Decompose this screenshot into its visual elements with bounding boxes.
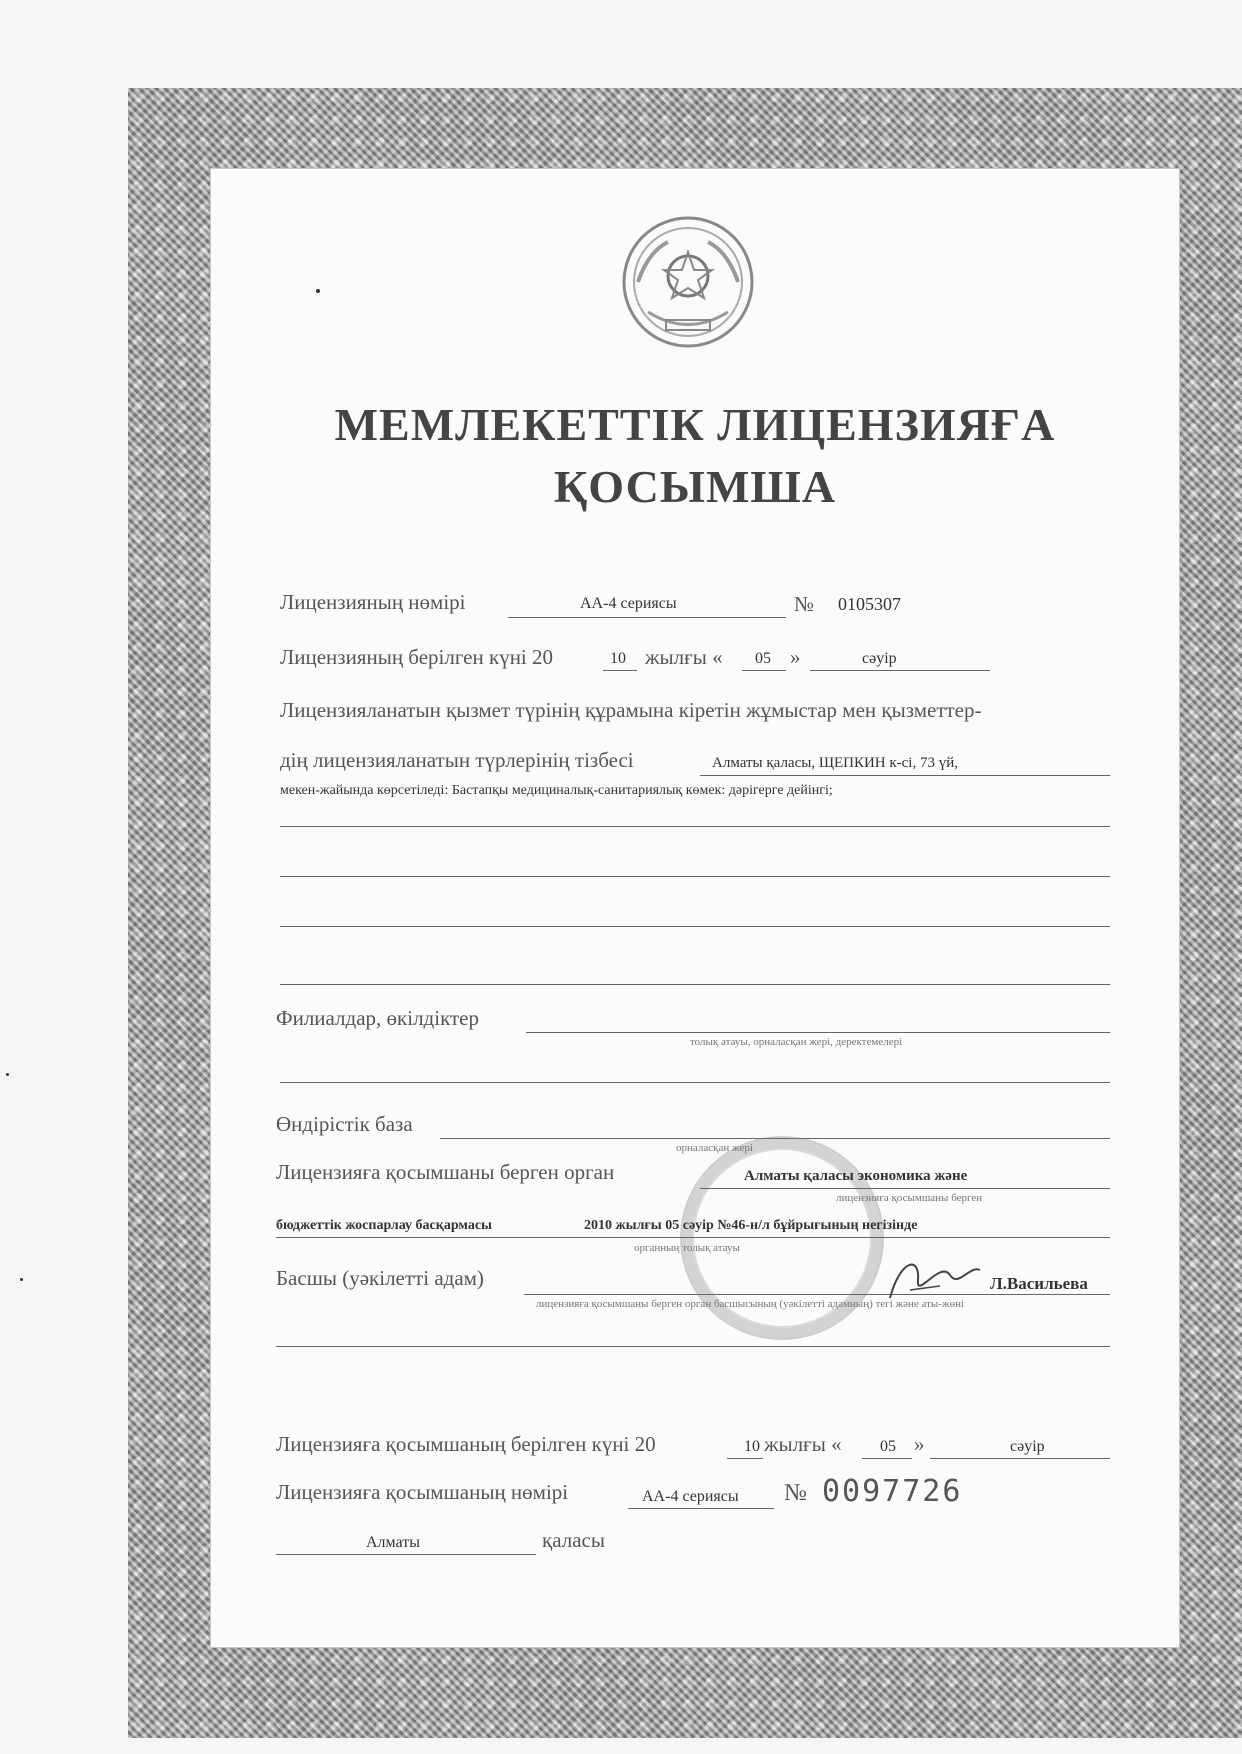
scan-speck xyxy=(316,289,320,293)
issuing-body-caption2: органның толық атауы xyxy=(634,1242,740,1254)
annex-number-sign: № xyxy=(784,1480,807,1506)
branches-label: Филиалдар, өкілдіктер xyxy=(276,1006,479,1030)
issue-day: 05 xyxy=(755,650,771,667)
field-underline xyxy=(700,1188,1110,1189)
issue-date-label: Лицензияның берілген күні 20 xyxy=(280,645,554,669)
field-underline xyxy=(508,617,786,618)
annex-series: АА-4 сериясы xyxy=(642,1488,739,1505)
field-underline xyxy=(603,670,637,671)
day-close: » xyxy=(790,645,801,669)
license-number-label: Лицензияның нөмірі xyxy=(280,590,466,614)
title-line-2: ҚОСЫМША xyxy=(553,461,837,512)
production-caption: орналасқан жері xyxy=(676,1142,753,1154)
field-underline xyxy=(700,775,1110,776)
field-underline xyxy=(862,1458,912,1459)
field-underline xyxy=(276,1237,1110,1238)
issuing-body-label: Лицензияға қосымшаны берген орган xyxy=(276,1160,615,1184)
issuing-body-value-line1: Алматы қаласы экономика және xyxy=(744,1168,968,1184)
number-sign: № xyxy=(794,592,815,616)
issuing-body-value-line2b: 2010 жылғы 05 сәуір №46-н/л бұйрығының негізінде xyxy=(584,1218,918,1233)
blank-line xyxy=(280,826,1110,827)
annex-number-label: Лицензияға қосымшаның нөмірі xyxy=(276,1480,569,1504)
branches-caption: толық атауы, орналасқан жері, деректемелері xyxy=(690,1036,903,1048)
field-underline xyxy=(930,1458,1110,1459)
field-underline xyxy=(276,1554,536,1555)
city-suffix: қаласы xyxy=(542,1528,605,1552)
field-underline xyxy=(628,1508,774,1509)
scan-speck xyxy=(6,1073,9,1076)
works-label-line1: Лицензияланатын қызмет түрінің құрамына кіретін жұмыстар мен қызметтер- xyxy=(280,698,982,722)
year-word: жылғы « xyxy=(645,645,723,669)
annex-day: 05 xyxy=(880,1438,896,1455)
title-line-1: МЕМЛЕКЕТТІК ЛИЦЕНЗИЯҒА xyxy=(334,399,1056,450)
production-label: Өндірістік база xyxy=(276,1112,413,1136)
head-name: Л.Васильева xyxy=(990,1274,1088,1293)
state-emblem-icon xyxy=(618,212,758,352)
field-underline xyxy=(742,670,786,671)
works-label-line2: дің лицензияланатын түрлерінің тізбесі xyxy=(280,748,634,772)
license-number: 0105307 xyxy=(838,594,901,614)
blank-line xyxy=(280,876,1110,877)
annex-year: 10 xyxy=(744,1438,760,1455)
blank-line xyxy=(276,1346,1110,1347)
city-name: Алматы xyxy=(366,1534,420,1551)
issuing-body-value-line2a: бюджеттік жоспарлау басқармасы xyxy=(276,1218,492,1233)
blank-line xyxy=(280,984,1110,985)
field-underline xyxy=(526,1032,1110,1033)
head-caption: лицензияға қосымшаны берген орган басшысының (уәкілетті адамның) тегі және аты-жөні xyxy=(536,1298,965,1310)
annex-month: сәуір xyxy=(1010,1438,1045,1455)
blank-line xyxy=(280,926,1110,927)
issuing-body-caption1: лицензияға қосымшаны берген xyxy=(836,1192,983,1204)
annex-year-word: жылғы « xyxy=(764,1432,842,1456)
scan-speck xyxy=(20,1278,23,1281)
blank-line xyxy=(280,1082,1110,1083)
works-value-line1: Алматы қаласы, ЩЕПКИН к-сі, 73 үй, xyxy=(712,755,958,771)
field-underline xyxy=(727,1458,763,1459)
annex-date-label: Лицензияға қосымшаның берілген күні 20 xyxy=(276,1432,656,1456)
issue-month: сәуір xyxy=(862,650,897,667)
head-label: Басшы (уәкілетті адам) xyxy=(276,1266,484,1290)
certificate-sheet xyxy=(210,168,1180,1648)
annex-number: 0097726 xyxy=(822,1474,963,1509)
field-underline xyxy=(524,1294,1110,1295)
annex-day-close: » xyxy=(914,1432,925,1456)
works-value-line2: мекен-жайында көрсетіледі: Бастапқы медициналық-санитариялық көмек: дәрігерге дейінгі; xyxy=(280,783,833,798)
license-series: АА-4 сериясы xyxy=(580,595,677,612)
issue-year: 10 xyxy=(610,650,626,667)
field-underline xyxy=(810,670,990,671)
